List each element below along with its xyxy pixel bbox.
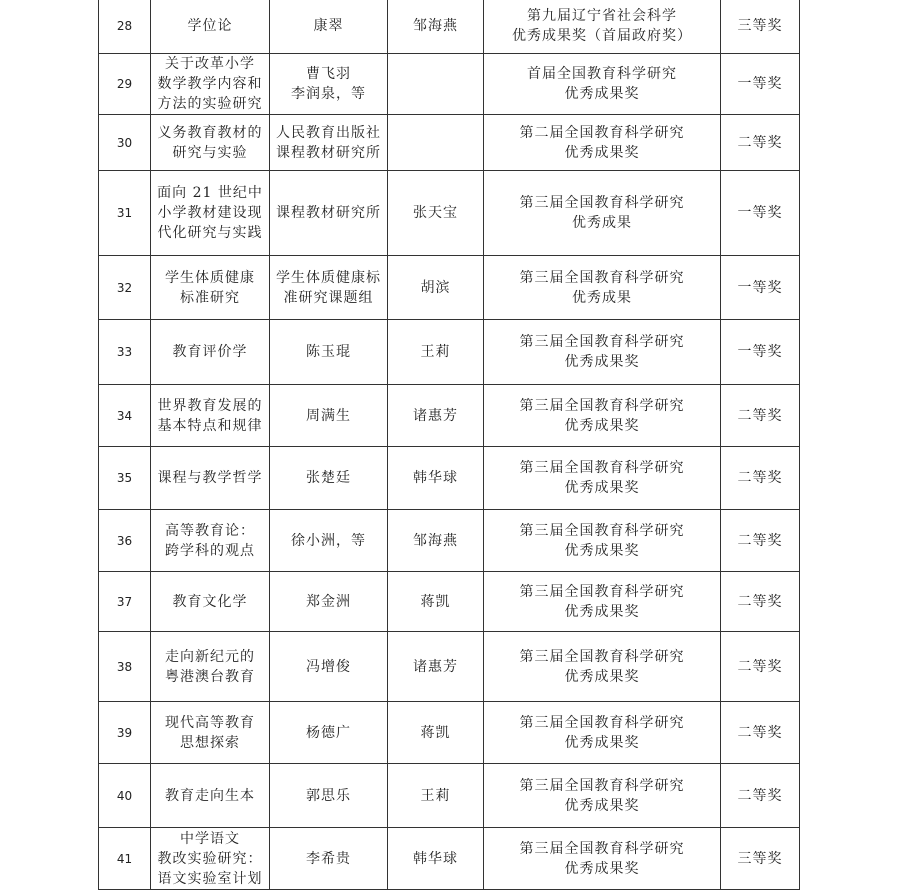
- award-table: [98, 0, 800, 890]
- work-title: 走向新纪元的 粤港澳台教育: [151, 632, 270, 702]
- table-row: [99, 54, 800, 115]
- row-number: 37: [99, 572, 151, 632]
- table-row: [99, 828, 800, 890]
- table-row: [99, 447, 800, 510]
- award-name: 第三届全国教育科学研究 优秀成果奖: [484, 632, 721, 702]
- table-row: [99, 572, 800, 632]
- recommender: 王莉: [388, 320, 484, 385]
- work-title: 面向 21 世纪中 小学教材建设现 代化研究与实践: [151, 171, 270, 256]
- row-number: 29: [99, 54, 151, 115]
- work-author: 郑金洲: [270, 572, 388, 632]
- recommender: [388, 115, 484, 171]
- work-author: 徐小洲，等: [270, 510, 388, 572]
- work-author: 陈玉琨: [270, 320, 388, 385]
- work-title: 学生体质健康 标准研究: [151, 256, 270, 320]
- award-level: 二等奖: [721, 115, 800, 171]
- work-title: 教育评价学: [151, 320, 270, 385]
- work-author: 李希贵: [270, 828, 388, 890]
- work-author: 周满生: [270, 385, 388, 447]
- table-row: [99, 0, 800, 54]
- award-level: 三等奖: [721, 828, 800, 890]
- work-title: 现代高等教育 思想探索: [151, 702, 270, 764]
- table-row: [99, 632, 800, 702]
- award-name: 第三届全国教育科学研究 优秀成果奖: [484, 447, 721, 510]
- work-title: 教育文化学: [151, 572, 270, 632]
- work-title: 教育走向生本: [151, 764, 270, 828]
- award-level: 二等奖: [721, 447, 800, 510]
- row-number: 41: [99, 828, 151, 890]
- award-level: 二等奖: [721, 632, 800, 702]
- work-title: 课程与教学哲学: [151, 447, 270, 510]
- work-author: 学生体质健康标 准研究课题组: [270, 256, 388, 320]
- award-level: 一等奖: [721, 171, 800, 256]
- table-row: [99, 385, 800, 447]
- work-author: 人民教育出版社 课程教材研究所: [270, 115, 388, 171]
- award-level: 二等奖: [721, 510, 800, 572]
- award-name: 第三届全国教育科学研究 优秀成果奖: [484, 702, 721, 764]
- table-row: [99, 510, 800, 572]
- award-name: 首届全国教育科学研究 优秀成果奖: [484, 54, 721, 115]
- table-row: [99, 702, 800, 764]
- award-level: 三等奖: [721, 0, 800, 54]
- recommender: 邹海燕: [388, 510, 484, 572]
- recommender: 胡滨: [388, 256, 484, 320]
- recommender: 诸惠芳: [388, 632, 484, 702]
- award-name: 第三届全国教育科学研究 优秀成果奖: [484, 385, 721, 447]
- row-number: 39: [99, 702, 151, 764]
- award-name: 第三届全国教育科学研究 优秀成果奖: [484, 764, 721, 828]
- row-number: 34: [99, 385, 151, 447]
- work-author: 曹飞羽 李润泉，等: [270, 54, 388, 115]
- row-number: 31: [99, 171, 151, 256]
- row-number: 32: [99, 256, 151, 320]
- work-title: 义务教育教材的 研究与实验: [151, 115, 270, 171]
- award-level: 二等奖: [721, 702, 800, 764]
- work-author: 康翠: [270, 0, 388, 54]
- table-row: [99, 764, 800, 828]
- award-name: 第二届全国教育科学研究 优秀成果奖: [484, 115, 721, 171]
- work-title: 关于改革小学 数学教学内容和 方法的实验研究: [151, 54, 270, 115]
- work-title: 世界教育发展的 基本特点和规律: [151, 385, 270, 447]
- award-level: 二等奖: [721, 572, 800, 632]
- table-row: [99, 320, 800, 385]
- work-title: 高等教育论： 跨学科的观点: [151, 510, 270, 572]
- recommender: 韩华球: [388, 447, 484, 510]
- award-name: 第三届全国教育科学研究 优秀成果奖: [484, 320, 721, 385]
- award-name: 第九届辽宁省社会科学 优秀成果奖（首届政府奖）: [484, 0, 721, 54]
- recommender: 邹海燕: [388, 0, 484, 54]
- award-name: 第三届全国教育科学研究 优秀成果奖: [484, 572, 721, 632]
- work-author: 张楚廷: [270, 447, 388, 510]
- award-level: 一等奖: [721, 256, 800, 320]
- row-number: 38: [99, 632, 151, 702]
- work-title: 学位论: [151, 0, 270, 54]
- recommender: 蒋凯: [388, 702, 484, 764]
- work-author: 郭思乐: [270, 764, 388, 828]
- award-level: 二等奖: [721, 764, 800, 828]
- award-level: 一等奖: [721, 320, 800, 385]
- recommender: 韩华球: [388, 828, 484, 890]
- work-author: 课程教材研究所: [270, 171, 388, 256]
- award-name: 第三届全国教育科学研究 优秀成果奖: [484, 828, 721, 890]
- recommender: 蒋凯: [388, 572, 484, 632]
- award-name: 第三届全国教育科学研究 优秀成果: [484, 171, 721, 256]
- recommender: [388, 54, 484, 115]
- table-row: [99, 171, 800, 256]
- row-number: 36: [99, 510, 151, 572]
- work-title: 中学语文 教改实验研究： 语文实验室计划: [151, 828, 270, 890]
- table-row: [99, 115, 800, 171]
- award-name: 第三届全国教育科学研究 优秀成果: [484, 256, 721, 320]
- award-name: 第三届全国教育科学研究 优秀成果奖: [484, 510, 721, 572]
- row-number: 33: [99, 320, 151, 385]
- row-number: 28: [99, 0, 151, 54]
- row-number: 40: [99, 764, 151, 828]
- table-row: [99, 256, 800, 320]
- recommender: 张天宝: [388, 171, 484, 256]
- recommender: 王莉: [388, 764, 484, 828]
- row-number: 35: [99, 447, 151, 510]
- award-level: 一等奖: [721, 54, 800, 115]
- row-number: 30: [99, 115, 151, 171]
- recommender: 诸惠芳: [388, 385, 484, 447]
- award-level: 二等奖: [721, 385, 800, 447]
- work-author: 杨德广: [270, 702, 388, 764]
- work-author: 冯增俊: [270, 632, 388, 702]
